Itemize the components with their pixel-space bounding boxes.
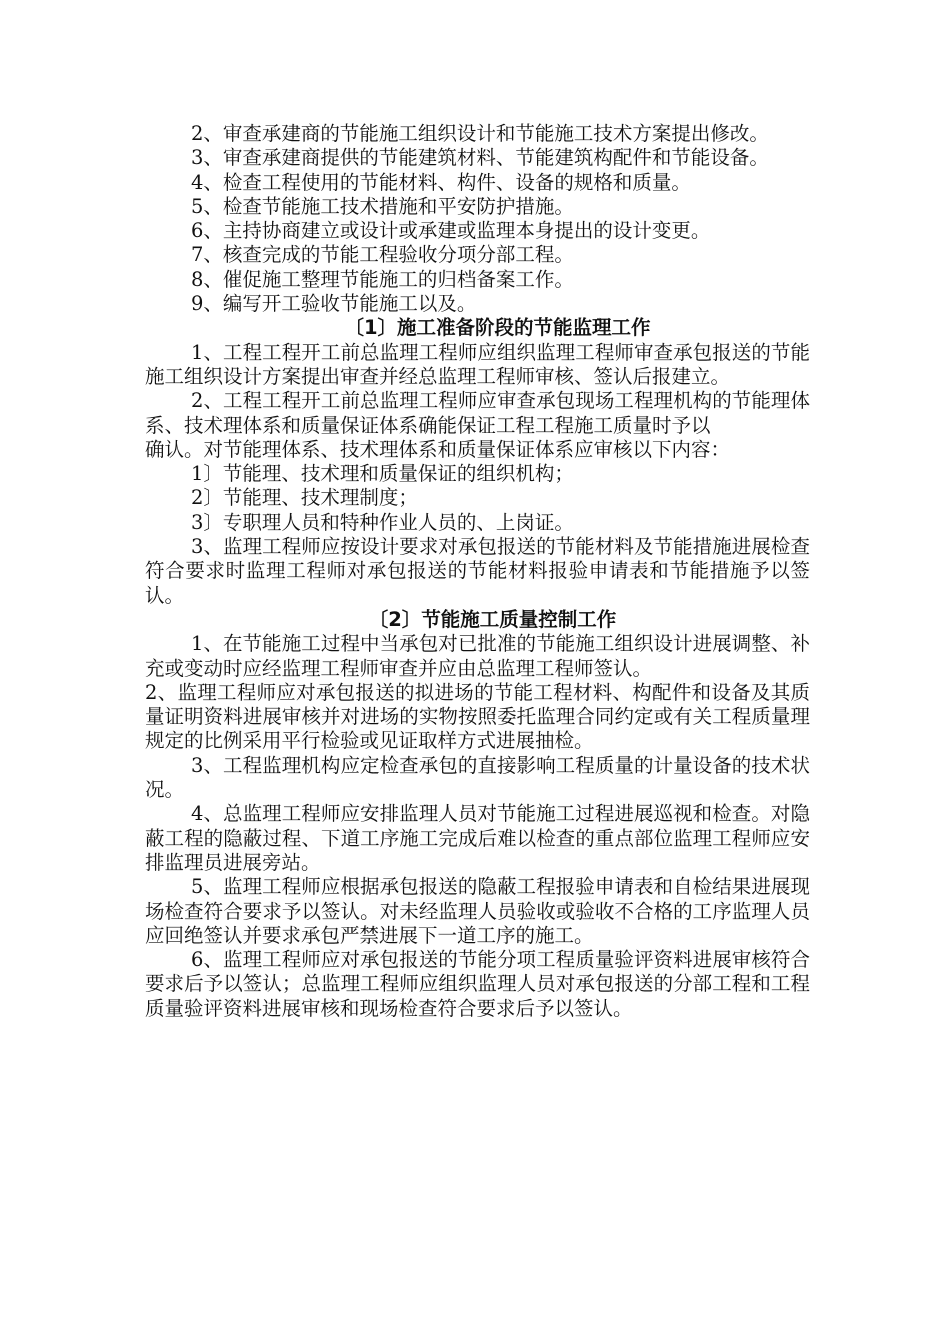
section-1-paragraph-2: 2、工程工程开工前总监理工程师应审查承包现场工程理机构的节能理体系、技术理体系和质量保证体系确能保证工程工程施工质量时予以 — [145, 389, 810, 437]
paragraph-item-8: 8、催促施工整理节能施工的归档备案工作。 — [191, 267, 574, 291]
section-1-subitem-2: 2〕节能理、技术理制度； — [191, 486, 418, 510]
document-body — [145, 122, 810, 1021]
section-1-heading: 〔1〕施工准备阶段的节能监理工作 — [344, 316, 651, 340]
section-2-paragraph-3: 3、工程监理机构应定检查承包的直接影响工程质量的计量设备的技术状况。 — [145, 753, 810, 802]
section-2-heading: 〔2〕节能施工质量控制工作 — [368, 607, 617, 631]
section-1-subitem-1: 1〕节能理、技术理和质量保证的组织机构； — [191, 462, 574, 486]
section-2-paragraph-1: 1、在节能施工过程中当承包对已批准的节能施工组织设计进展调整、补充或变动时应经监理工程师审查并应由总监理工程师签认。 — [145, 632, 810, 680]
section-2-paragraph-5: 5、监理工程师应根据承包报送的隐蔽工程报验申请表和自检结果进展现场检查符合要求予以签认。对未经监理人员验收或验收不合格的工序监理人员应回绝签认并要求承包严禁进展下一道工序的施工。 — [145, 875, 810, 947]
paragraph-item-7: 7、核查完成的节能工程验收分项分部工程。 — [191, 243, 574, 267]
paragraph-item-2: 2、审查承建商的节能施工组织设计和节能施工技术方案提出修改。 — [191, 122, 769, 145]
section-2-paragraph-4: 4、总监理工程师应安排监理人员对节能施工过程进展巡视和检查。对隐蔽工程的隐蔽过程、下道工序施工完成后难以检查的重点部位监理工程师应安排监理员进展旁站。 — [145, 802, 810, 874]
section-1-subitem-3: 3〕专职理人员和特种作业人员的、上岗证。 — [191, 510, 574, 534]
section-1-paragraph-2-continued: 确认。对节能理体系、技术理体系和质量保证体系应审核以下内容： — [145, 437, 731, 461]
paragraph-item-4: 4、检查工程使用的节能材料、构件、设备的规格和质量。 — [191, 170, 691, 194]
section-1-paragraph-3: 3、监理工程师应按设计要求对承包报送的节能材料及节能措施进展检查符合要求时监理工程师对承包报送的节能材料报验申请表和节能措施予以签认。 — [145, 535, 810, 607]
section-2-paragraph-6: 6、监理工程师应对承包报送的节能分项工程质量验评资料进展审核符合要求后予以签认；总监理工程师应组织监理人员对承包报送的分部工程和工程质量验评资料进展审核和现场检查符合要求后予以签认。 — [145, 948, 810, 1020]
section-1-paragraph-1: 1、工程工程开工前总监理工程师应组织监理工程师审查承包报送的节能施工组织设计方案提出审查并经总监理工程师审核、签认后报建立。 — [145, 340, 810, 388]
paragraph-item-6: 6、主持协商建立或设计或承建或监理本身提出的设计变更。 — [191, 219, 711, 243]
paragraph-item-5: 5、检查节能施工技术措施和平安防护措施。 — [191, 194, 574, 218]
paragraph-item-9: 9、编写开工验收节能施工以及。 — [191, 292, 477, 316]
section-2-paragraph-2: 2、监理工程师应对承包报送的拟进场的节能工程材料、构配件和设备及其质量证明资料进展审核并对进场的实物按照委托监理合同约定或有关工程质量理规定的比例采用平行检验或见证取样方式进展抽检。 — [145, 680, 810, 753]
paragraph-item-3: 3、审查承建商提供的节能建筑材料、节能建筑构配件和节能设备。 — [191, 146, 769, 170]
